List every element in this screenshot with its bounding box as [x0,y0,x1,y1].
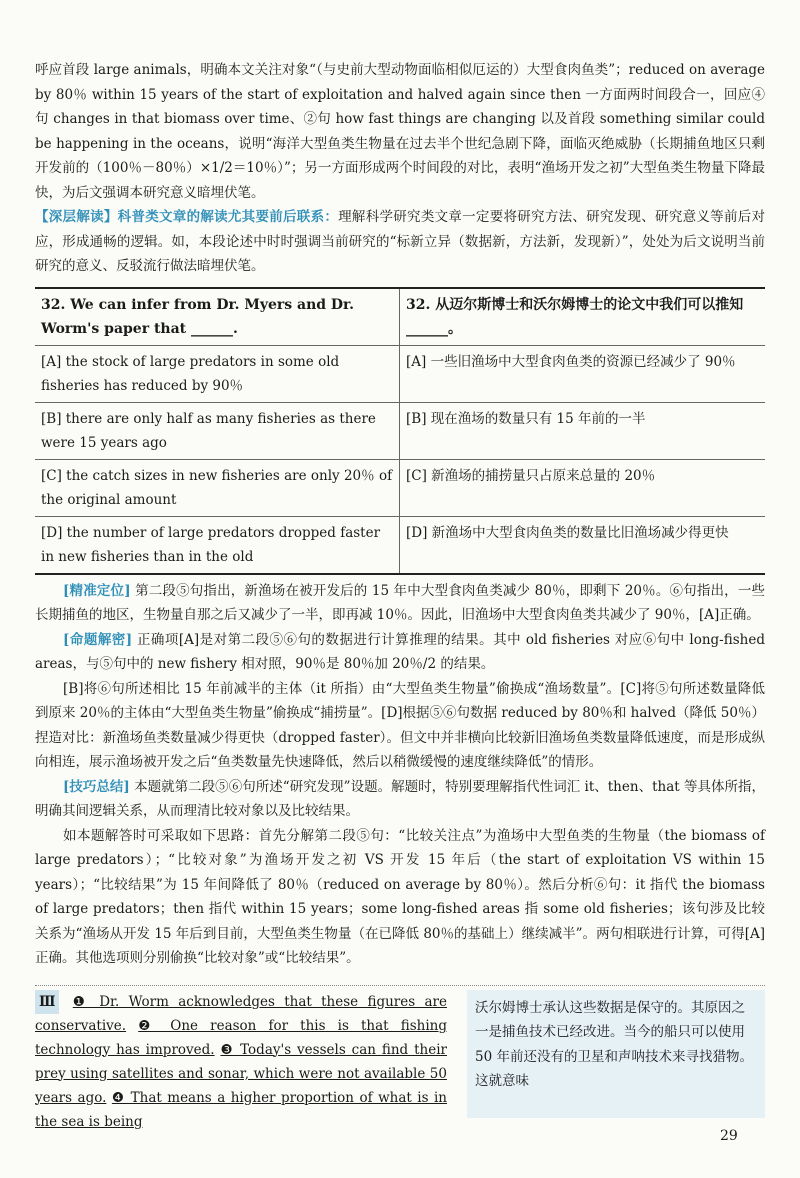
distractor-analysis-paragraph: [B]将⑥句所述相比 15 年前减半的主体（it 所指）由“大型鱼类生物量”偷换成“渔场数量”。[C]将⑤句所述数量降低到原来 20％的主体由“大型鱼类生物量”偷换成“捕捞量”。[D]根据⑤⑥句数据 reduced by 80％和 halved（降低 50％）捏造对比：新渔场鱼类数量减少得更快（dropped faster）。但文中并非横向比较新旧渔场鱼类数量降低速度，而是形成纵向相连，展示渔场被开发之后“鱼类数量先快速降低，然后以稍微缓慢的速度继续降低”的情形。 [35,680,765,770]
sentence-3: ❸ Today's vessels can find their prey using satellites and sonar, which were not available 50 years ago. [35,1041,447,1106]
option-d-en: [D] the number of large predators dropped faster in new fisheries than in the old [35,517,400,573]
page-number: 29 [720,1128,738,1144]
precise-location-paragraph [35,579,765,628]
deep-reading-paragraph [35,205,765,279]
option-row-b [35,403,765,460]
question-row [35,289,765,346]
question-table [35,287,765,575]
option-c-zh: [C] 新渔场的捕捞量只占原来总量的 20％ [406,467,656,484]
passage-section [35,985,765,1134]
page-content [35,58,765,1134]
precise-location-tag: [精准定位] [63,582,131,599]
sentence-2: ❷ One reason for this is that fishing technology has improved. [35,1017,447,1058]
question-decode-paragraph [35,628,765,677]
question-en: 32. We can infer from Dr. Myers and Dr. Worm's paper that ______. [35,289,400,345]
analysis-paragraph-1: 呼应首段 large animals，明确本文关注对象“（与史前大型动物面临相似厄运的）大型食肉鱼类”；reduced on average by 80％ within 15 years of the start of exploitation and halved again since then 一方面两时间段合一，回应④句 changes in that biomass over time、②句 how fast things are changing 以及首段 something similar could be happening in the oceans，说明“海洋大型鱼类生物量在过去半个世纪急剧下降，面临灭绝威胁（长期捕鱼地区只剩开发前的（100％－80％）×1/2＝10％）”；另一方面形成两个时间段的对比，表明“渔场开发之初”大型鱼类生物量下降最快，为后文强调本研究意义暗埋伏笔。 [35,62,765,201]
sentence-1: ❶ Dr. Worm acknowledges that these figures are conservative. [35,993,447,1034]
option-row-d [35,517,765,573]
paragraph-number: Ⅲ [35,990,59,1014]
question-decode-tag: [命题解密] [63,631,133,648]
option-row-c [35,460,765,517]
skill-summary-text: 本题就第二段⑤⑥句所述“研究发现”设题。解题时，特别要理解指代性词汇 it、then、that 等具体所指，明确其间逻辑关系，从而理清比较对象以及比较结果。 [35,778,766,819]
option-a-en: [A] the stock of large predators in some old fisheries has reduced by 90％ [35,346,400,402]
sentence-4: ❹ That means a higher proportion of what is in the sea is being [35,1089,447,1130]
option-a-zh: [A] 一些旧渔场中大型食肉鱼类的资源已经减少了 90％ [406,353,736,370]
option-d-zh: [D] 新渔场中大型食肉鱼类的数量比旧渔场减少得更快 [406,524,729,541]
approach-paragraph: 如本题解答时可采取如下思路：首先分解第二段⑤句：“比较关注点”为渔场中大型鱼类的生物量（the biomass of large predators）；“比较对象”为渔场开发之初 VS 开发 15 年后（the start of exploitation VS within 15 years）；“比较结果”为 15 年间降低了 80％（reduced on average by 80％）。然后分析⑥句：it 指代 the biomass of large predators；then 指代 within 15 years；some long-fished areas 指 some old fisheries；该句涉及比较关系为“渔场从开发 15 年后到目前，大型鱼类生物量（在已降低 80％的基础上）继续减半”。两句相联进行计算，可得[A]正确。其他选项则分别偷换“比较对象”或“比较结果”。 [35,827,765,966]
question-zh: 32. 从迈尔斯博士和沃尔姆博士的论文中我们可以推知______。 [406,296,744,337]
deep-reading-tag: 【深层解读】科普类文章的解读尤其要前后联系： [35,209,339,225]
option-b-en: [B] there are only half as many fisheries as there were 15 years ago [35,403,400,459]
skill-summary-tag: [技巧总结] [63,778,130,795]
passage-translation: 沃尔姆博士承认这些数据是保守的。其原因之一是捕鱼技术已经改进。当今的船只可以使用 50 年前还没有的卫星和声呐技术来寻找猎物。这就意味 [467,990,765,1118]
option-c-en: [C] the catch sizes in new fisheries are only 20％ of the original amount [35,460,400,516]
deep-reading-text: 理解科学研究类文章一定要将研究方法、研究发现、研究意义等前后对应，形成通畅的逻辑。如，本段论述中时时强调当前研究的“标新立异（数据新，方法新，发现新）”，处处为后文说明当前研究的意义、反驳流行做法暗埋伏笔。 [35,209,766,274]
option-row-a [35,346,765,403]
precise-location-text: 第二段⑤句指出，新渔场在被开发后的 15 年中大型食肉鱼类减少 80％，即剩下 20％。⑥句指出，一些长期捕鱼的地区，生物量自那之后又减少了一半，即再减 10％。因此，旧渔场中大型食肉鱼类共减少了 90％，[A]正确。 [35,582,766,623]
passage-english [35,990,447,1134]
skill-summary-paragraph [35,775,765,824]
option-b-zh: [B] 现在渔场的数量只有 15 年前的一半 [406,410,646,427]
question-decode-text: 正确项[A]是对第二段⑤⑥句的数据进行计算推理的结果。其中 old fisheries 对应⑥句中 long-fished areas，与⑤句中的 new fishery 相对照，90％是 80％加 20％/2 的结果。 [35,631,765,672]
